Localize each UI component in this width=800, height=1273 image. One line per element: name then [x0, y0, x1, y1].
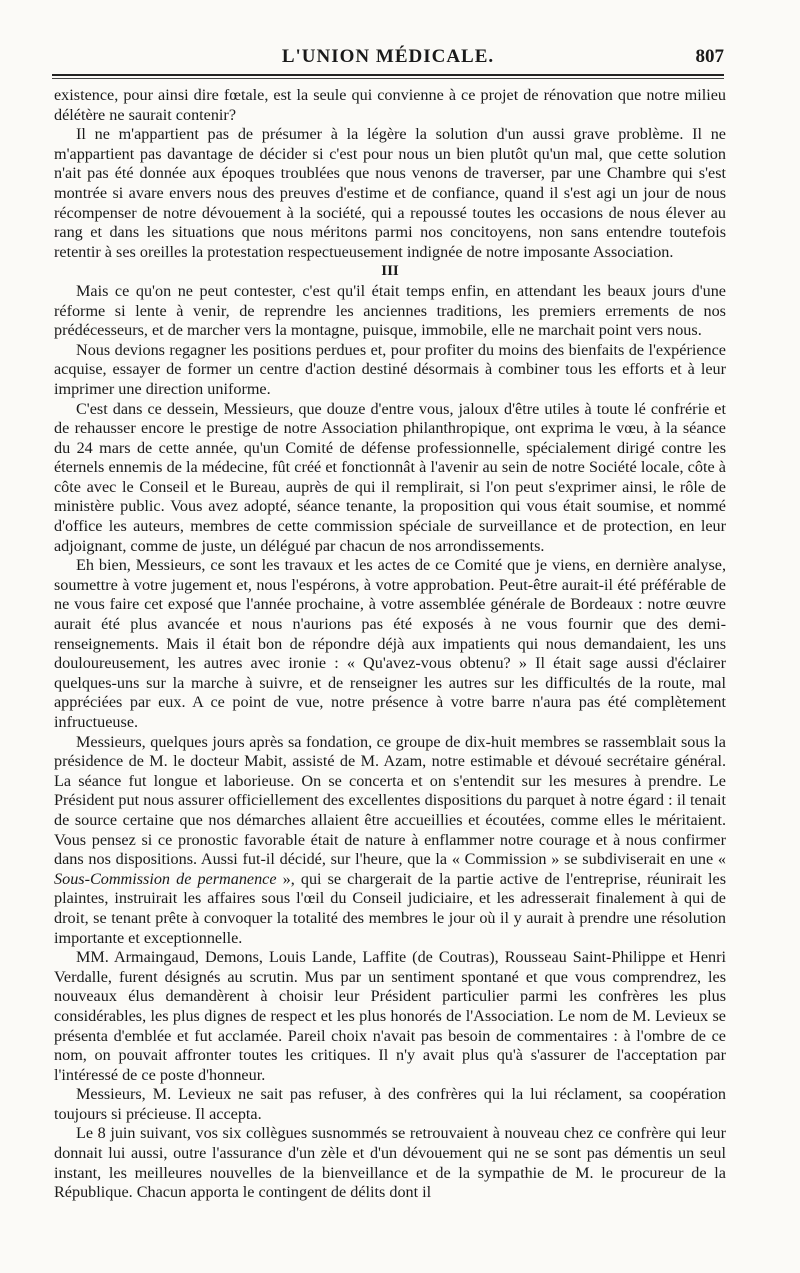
- page-header: [52, 42, 724, 72]
- paragraph-continuation: existence, pour ainsi dire fœtale, est la seule qui convienne à ce projet de rénovation que notre milieu délétère ne saurait contenir?: [54, 86, 726, 124]
- header-rule: [52, 74, 724, 76]
- journal-title: L'UNION MÉDICALE.: [281, 46, 495, 67]
- paragraph: Mais ce qu'on ne peut contester, c'est qu'il était temps enfin, en attendant les beaux jours d'une réforme si lente à venir, de reprendre les anciennes traditions, les premiers errements de nos prédécesseurs, et de marcher vers la montagne, puisque, immobile, elle ne marchait point vers nous.: [54, 281, 726, 340]
- section-heading: III: [381, 263, 399, 280]
- paragraph: Messieurs, M. Levieux ne sait pas refuser, à des confrères qui la lui réclament, sa coopération toujours si précieuse. Il accepta.: [54, 1085, 726, 1123]
- paragraph-text: Messieurs, quelques jours après sa fondation, ce groupe de dix-huit membres se rassemblait sous la présidence de M. le docteur Mabit, assisté de M. Azam, notre estimable et dévoué secrétaire général. La séance fut longue et laborieuse. On se concerta et on s'entendit sur les mesures à prendre. Le Président put nous assurer officiellement des excellentes dispositions du parquet à notre égard : il tenait de source certaine que nos démarches allaient être accueillies et écoutées, comme elles le méritaient. Vous pensez si ce pronostic favorable était de nature à enflammer notre courage et à nous confirmer dans nos dispositions. Aussi fut-il décidé, sur l'heure, que la « Commission » se subdiviserait en une «: [54, 732, 726, 869]
- paragraph: MM. Armaingaud, Demons, Louis Lande, Laffite (de Coutras), Rousseau Saint-Philippe et Henri Verdalle, furent désignés au scrutin. Mus par un sentiment spontané et que vous comprendrez, les nouveaux élus demandèrent à choisir leur Président particulier parmi les confrères les plus considérables, les plus dignes de respect et les plus honorés de l'Association. Le nom de M. Levieux se présenta d'emblée et fut acclamée. Pareil choix n'avait pas besoin de commentaires : à l'ombre de ce nom, on pouvait affronter toutes les critiques. Il n'y avait plus qu'à s'assurer de l'acceptation par l'intéressé de ce poste d'honneur.: [54, 948, 726, 1084]
- paragraph: Eh bien, Messieurs, ce sont les travaux et les actes de ce Comité que je viens, en dernière analyse, soumettre à votre jugement et, nous l'espérons, à votre approbation. Peut-être aurait-il été préférable de ne vous faire cet exposé que l'année prochaine, à votre assemblée générale de Bordeaux : notre œuvre aurait été plus avancée et nous n'aurions pas été exposés à ne vous fournir que des demi-renseignements. Mais il était bon de répondre déjà aux impatients qui nous demandaient, les uns douloureusement, les autres avec ironie : « Qu'avez-vous obtenu? » Il était sage aussi d'éclairer quelques-uns sur la marche à suivre, et de renseigner les autres sur les difficultés de la route, mal appréciées par eux. A ce point de vue, notre présence à votre barre n'aura pas été complètement infructueuse.: [54, 556, 726, 731]
- italic-term: Sous-Commission de permanence: [54, 869, 277, 888]
- article-body: [54, 86, 726, 1203]
- paragraph: Le 8 juin suivant, vos six collègues susnommés se retrouvaient à nouveau chez ce confrère qui leur donnait lui aussi, outre l'assurance d'un zèle et d'un dévouement qui ne se sont pas démentis un seul instant, les meilleures nouvelles de la bienveillance et de la sympathie de M. le procureur de la République. Chacun apporta le contingent de délits dont il: [54, 1124, 726, 1202]
- header-rule-thin: [52, 78, 724, 79]
- paragraph: Il ne m'appartient pas de présumer à la légère la solution d'un aussi grave problème. Il ne m'appartient pas davantage de décider si c'est pour nous un bien plutôt qu'un mal, que cette solution n'ait pas été donnée aux époques troublées que nous venons de traverser, par une Chambre qui s'est montrée si avare envers nous des preuves d'estime et de confiance, quand il s'est agi un jour de nous récompenser de notre dévouement à la société, qui a repoussé toutes les occasions de nous élever au rang et dans les situations que nous méritons parmi nos concitoyens, non sans entendre toutefois retentir à ses oreilles la protestation respectueusement indignée de notre imposante Association.: [54, 125, 726, 261]
- paragraph: [54, 733, 726, 949]
- paragraph-text: », qui se chargerait de la partie active de l'entreprise, réunirait les plaintes, instruirait les affaires sous l'œil du Conseil judiciaire, et les adresserait finalement à qui de droit, se tenant prête à convoquer la totalité des membres le jour où il y aurait à prendre une résolution importante et exceptionnelle.: [54, 869, 727, 947]
- paragraph: C'est dans ce dessein, Messieurs, que douze d'entre vous, jaloux d'être utiles à toute lé confrérie et de rehausser encore le prestige de notre Association philanthropique, ont exprima le vœu, à la séance du 24 mars de cette année, qu'un Comité de défense professionnelle, spécialement dirigé contre les éternels ennemis de la médecine, fût créé et fonctionnât à l'avenir au sein de notre Société locale, côte à côte avec le Conseil et le Bureau, auprès de qui il remplirait, si l'on peut s'exprimer ainsi, le rôle de ministère public. Vous avez adopté, séance tenante, la proposition qui vous était soumise, et nommé d'office les auteurs, membres de cette commission spéciale de surveillance et de protection, en leur adjoignant, comme de juste, un délégué par chacun de nos arrondissements.: [54, 399, 726, 555]
- paragraph: Nous devions regagner les positions perdues et, pour profiter du moins des bienfaits de l'expérience acquise, essayer de former un centre d'action destiné désormais à combiner tous les efforts et à leur imprimer une direction uniforme.: [54, 340, 726, 398]
- page-number: 807: [695, 46, 724, 67]
